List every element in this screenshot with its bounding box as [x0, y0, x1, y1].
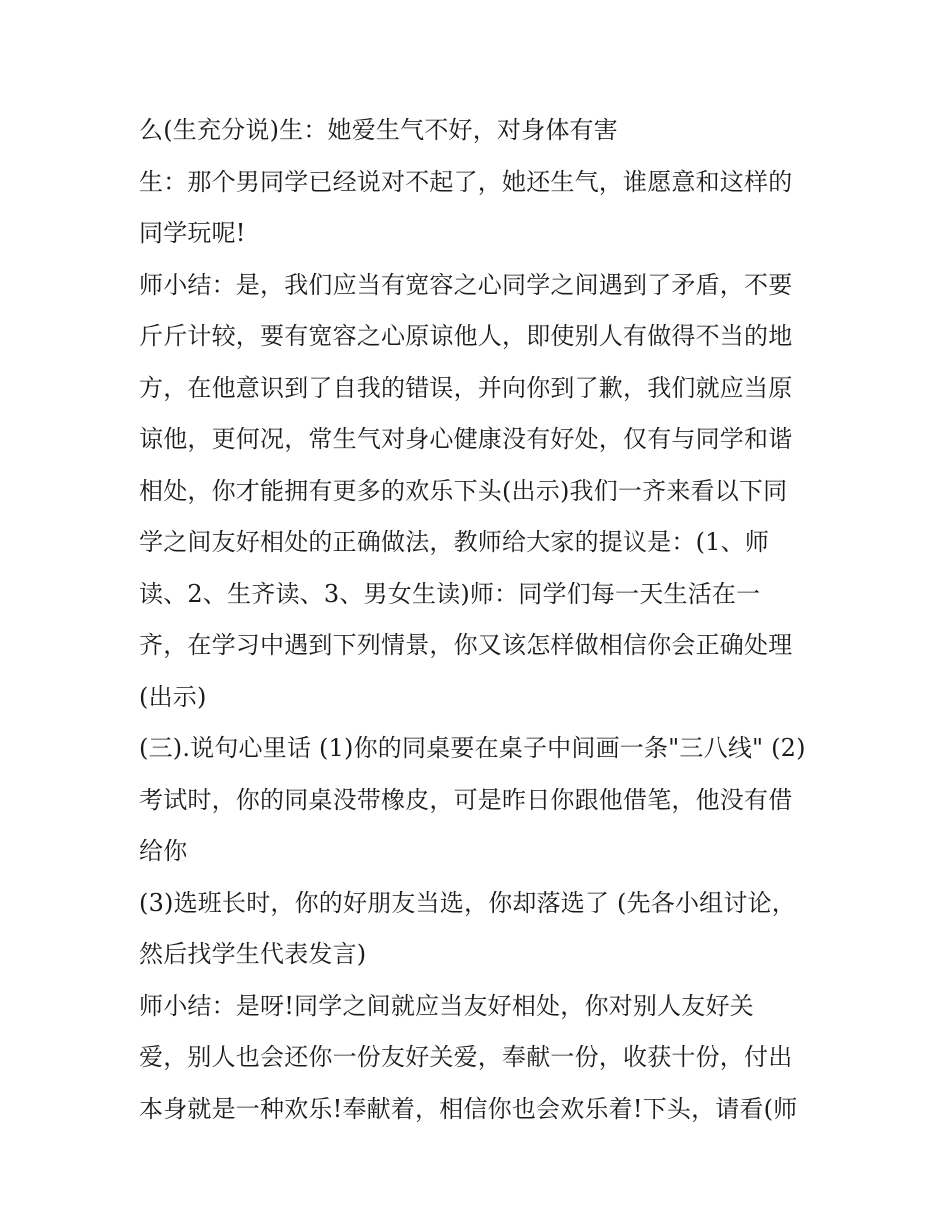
text-line: 师小结：是呀!同学之间就应当友好相处，你对别人友好关 — [139, 991, 754, 1020]
text-line: (出示) — [139, 682, 207, 711]
text-line: 齐，在学习中遇到下列情景，你又该怎样做相信你会正确处理 — [139, 631, 793, 659]
text-line: 读、2、生齐读、3、男女生读)师：同学们每一天生活在一 — [139, 579, 761, 608]
text-line: 生：那个男同学已经说对不起了，她还生气，谁愿意和这样的 — [139, 167, 793, 196]
text-line: 然后找学生代表发言) — [139, 940, 367, 968]
text-line: 考试时，你的同桌没带橡皮，可是昨日你跟他借笔，他没有借 — [139, 785, 793, 814]
text-line: 学之间友好相处的正确做法，教师给大家的提议是：(1、师 — [139, 528, 770, 556]
text-line: 么(生充分说)生：她爱生气不好，对身体有害 — [139, 116, 618, 144]
document-body — [139, 110, 819, 1140]
text-line: (3)选班长时，你的好朋友当选，你却落选了 (先各小组讨论， — [139, 888, 796, 917]
text-line: 给你 — [139, 837, 188, 865]
text-line: 方，在他意识到了自我的错误，并向你到了歉，我们就应当原 — [139, 373, 793, 402]
text-line: 斤斤计较，要有宽容之心原谅他人，即使别人有做得不当的地 — [139, 322, 793, 350]
text-line: 谅他，更何况，常生气对身心健康没有好处，仅有与同学和谐 — [139, 425, 793, 453]
text-line: 本身就是一种欢乐!奉献着，相信你也会欢乐着!下头，请看(师 — [139, 1094, 798, 1123]
text-line: 相处，你才能拥有更多的欢乐下头(出示)我们一齐来看以下同 — [139, 476, 788, 505]
text-line: (三).说句心里话 (1)你的同桌要在桌子中间画一条"三八线" (2) — [139, 734, 806, 762]
text-line: 师小结：是，我们应当有宽容之心同学之间遇到了矛盾，不要 — [139, 270, 793, 299]
text-line: 同学玩呢! — [139, 219, 246, 247]
text-line: 爱，别人也会还你一份友好关爱，奉献一份，收获十份，付出 — [139, 1043, 793, 1071]
